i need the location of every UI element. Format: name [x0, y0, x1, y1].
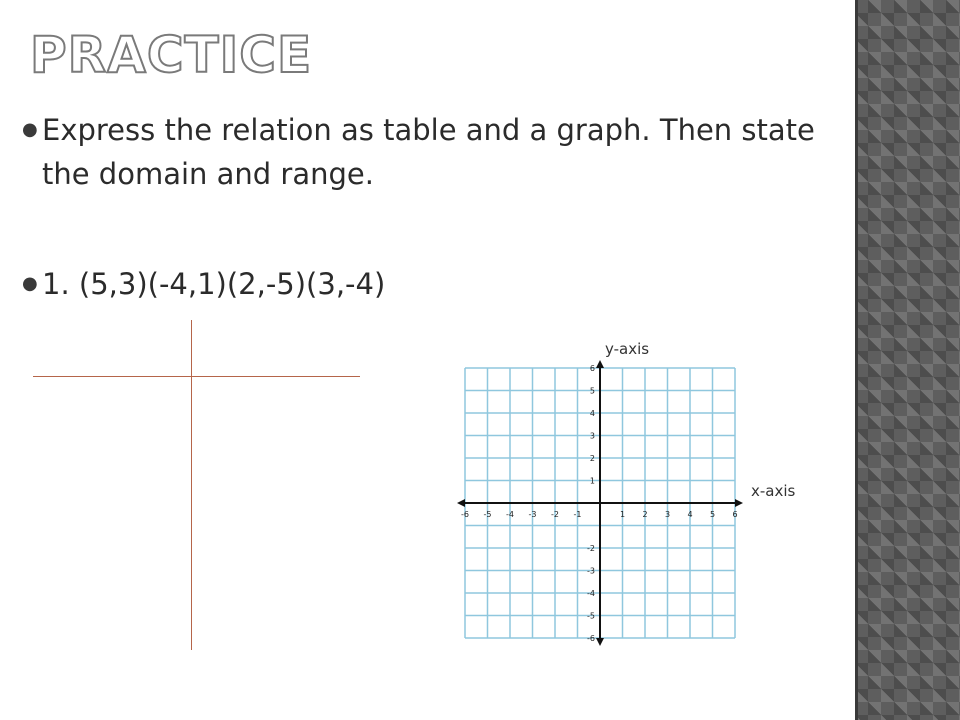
x-tick-label: 6	[732, 510, 738, 519]
y-tick-label: 1	[589, 476, 595, 486]
y-tick-label: 2	[589, 454, 595, 463]
y-axis-title: y-axis	[605, 340, 650, 358]
y-tick-label: -3	[587, 566, 595, 576]
x-axis-title: x-axis	[751, 482, 796, 500]
coordinate-grid	[430, 338, 810, 648]
x-tick-label: -1	[573, 510, 582, 519]
y-axis-up-arrow-icon	[596, 360, 604, 368]
x-tick-label: -6	[461, 510, 469, 519]
x-tick-label: 4	[687, 510, 693, 519]
x-axis-right-arrow-icon	[735, 499, 743, 507]
table-vertical-line	[191, 320, 192, 650]
x-tick-label: 3	[664, 510, 671, 519]
y-tick-label: 5	[589, 386, 595, 396]
y-tick-label: -4	[587, 589, 595, 598]
y-tick-label: -5	[587, 611, 595, 621]
y-tick-label: -2	[587, 544, 595, 553]
bullet-problem-1	[22, 262, 842, 306]
y-tick-label: 4	[589, 409, 595, 418]
bullet-text-problem-1: 1. (5,3)(-4,1)(2,-5)(3,-4)	[42, 267, 386, 301]
sidebar-divider	[855, 0, 858, 720]
bullet-marker-icon: ●	[22, 273, 38, 294]
x-tick-label: -5	[483, 510, 492, 519]
y-axis-down-arrow-icon	[596, 638, 604, 646]
decorative-sidebar	[855, 0, 960, 720]
bullet-text-instructions: Express the relation as table and a graph. Then state the domain and range.	[42, 113, 815, 191]
y-tick-label: -6	[587, 634, 595, 643]
slide-title: PRACTICE	[30, 26, 313, 84]
x-tick-label: 1	[619, 510, 626, 519]
bullet-instructions	[22, 108, 842, 196]
bullet-marker-icon: ●	[22, 119, 38, 140]
x-tick-label: -4	[506, 510, 514, 519]
x-tick-label: -2	[551, 510, 559, 519]
table-horizontal-line	[33, 376, 360, 377]
x-axis-left-arrow-icon	[457, 499, 465, 507]
x-tick-label: -3	[528, 510, 537, 519]
y-tick-label: 6	[589, 364, 595, 373]
y-tick-label: 3	[589, 431, 595, 441]
x-tick-label: 2	[642, 510, 648, 519]
x-tick-label: 5	[709, 510, 716, 519]
